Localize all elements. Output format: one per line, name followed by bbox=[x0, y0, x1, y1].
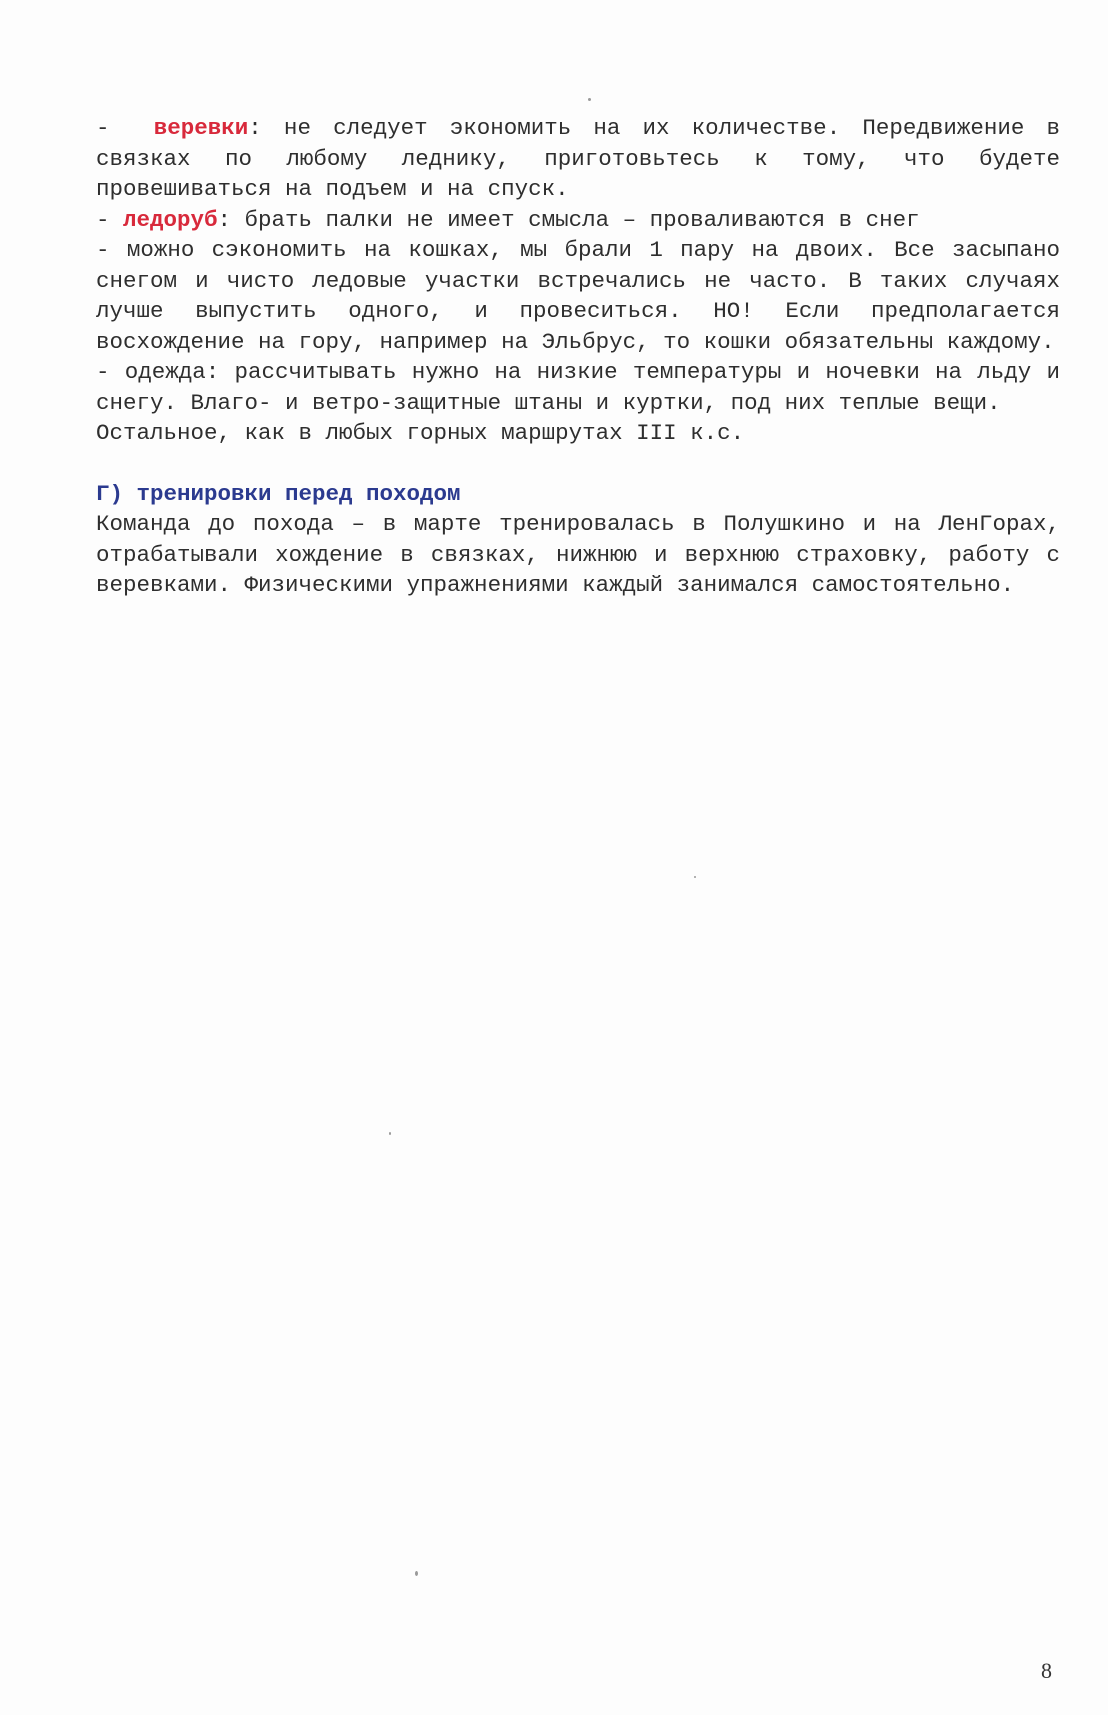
paragraph-clothing: - одежда: рассчитывать нужно на низкие температуры и ночевки на льду и снегу. Влаго- и ветро-защитные штаны и куртки, под них теплые вещи. bbox=[96, 359, 1060, 416]
section-heading: Г) тренировки перед походом bbox=[96, 480, 461, 507]
scan-speck bbox=[389, 1132, 391, 1135]
section-gap bbox=[96, 449, 1060, 479]
term-ropes: веревки bbox=[153, 115, 249, 141]
scan-speck bbox=[415, 1571, 418, 1576]
section-text: Команда до похода – в марте тренировалась в Полушкино и на ЛенГорах, отрабатывали хождение в связках, нижнюю и верхнюю страховку, работу с веревками. Физическими упражнениями каждый занимался самостоятельно. bbox=[96, 511, 1060, 598]
page-number: 8 bbox=[1041, 1658, 1052, 1683]
term-ice-axe: ледоруб bbox=[123, 206, 218, 233]
list-dash: - bbox=[96, 206, 124, 233]
scan-speck bbox=[694, 876, 696, 878]
paragraph-ice-axe-text: : брать палки не имеет смысла – проваливаются в снег bbox=[217, 206, 920, 233]
paragraph-ropes-text: : не следует экономить на их количестве. Передвижение в связках по любому леднику, приготовьтесь к тому, что будете провешиваться на подъем и на спуск. bbox=[96, 115, 1060, 202]
paragraph-ice-axe bbox=[96, 205, 1060, 236]
page-content bbox=[96, 113, 1060, 601]
scan-speck bbox=[588, 98, 591, 101]
paragraph-ropes bbox=[96, 113, 1060, 205]
list-dash: - bbox=[96, 115, 154, 141]
paragraph-crampons: - можно сэкономить на кошках, мы брали 1 пару на двоих. Все засыпано снегом и чисто ледовые участки встречались не часто. В таких случаях лучше выпустить одного, и провеситься. НО! Если предполагается восхождение на гору, например на Эльбрус, то кошки обязательны каждому. bbox=[96, 237, 1060, 355]
paragraph-rest: Остальное, как в любых горных маршрутах III к.с. bbox=[96, 420, 745, 446]
